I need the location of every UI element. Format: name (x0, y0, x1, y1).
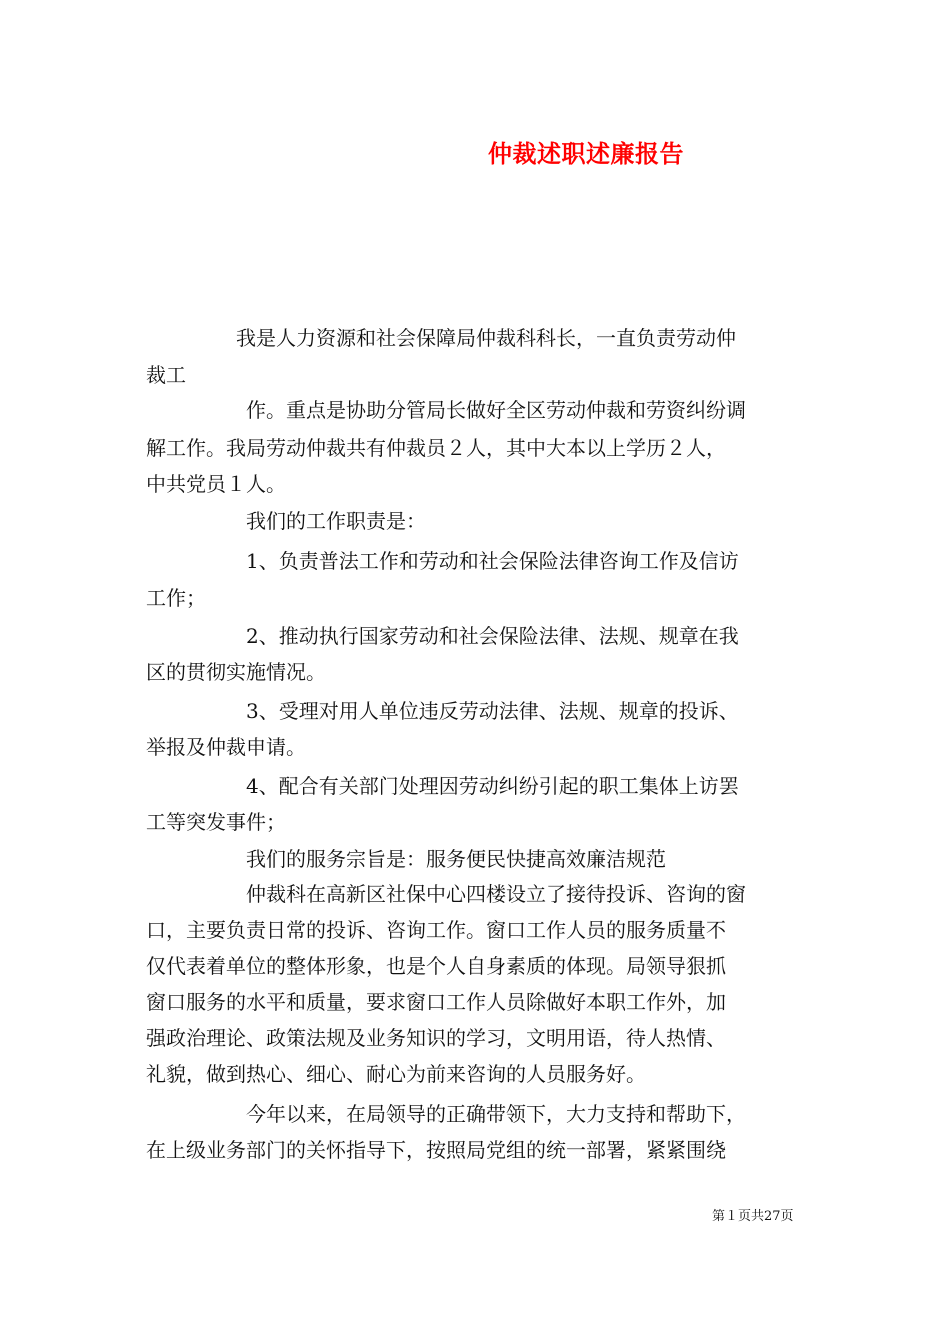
paragraph-line: 解工作。我局劳动仲裁共有仲裁员２人，其中大本以上学历２人， (146, 436, 726, 460)
paragraph-line: 礼貌，做到热心、细心、耐心为前来咨询的人员服务好。 (146, 1062, 646, 1086)
paragraph-line: 在上级业务部门的关怀指导下，按照局党组的统一部署，紧紧围绕 (146, 1138, 726, 1162)
list-item-line: 工作； (146, 586, 206, 610)
list-item-line: 区的贯彻实施情况。 (146, 660, 326, 684)
list-item-line: 举报及仲裁申请。 (146, 735, 306, 759)
document-title: 仲裁述职述廉报告 (488, 139, 684, 168)
list-item-line: 工等突发事件； (146, 810, 286, 834)
list-item-line: 3、受理对用人单位违反劳动法律、法规、规章的投诉、 (246, 699, 739, 723)
paragraph-line: 仲裁科在高新区社保中心四楼设立了接待投诉、咨询的窗 (246, 882, 746, 906)
paragraph-line: 裁工 (146, 363, 186, 387)
paragraph-line: 仅代表着单位的整体形象，也是个人自身素质的体现。局领导狠抓 (146, 954, 726, 978)
list-item-line: 4、配合有关部门处理因劳动纠纷引起的职工集体上访罢 (246, 774, 739, 798)
paragraph-line: 口，主要负责日常的投诉、咨询工作。窗口工作人员的服务质量不 (146, 918, 726, 942)
paragraph-line: 我们的服务宗旨是：服务便民快捷高效廉洁规范 (246, 847, 666, 871)
paragraph-line: 今年以来，在局领导的正确带领下，大力支持和帮助下， (246, 1102, 746, 1126)
paragraph-line: 我们的工作职责是： (246, 509, 426, 533)
paragraph-line: 强政治理论、政策法规及业务知识的学习，文明用语，待人热情、 (146, 1026, 726, 1050)
paragraph-line: 作。重点是协助分管局长做好全区劳动仲裁和劳资纠纷调 (246, 398, 746, 422)
paragraph-line: 窗口服务的水平和质量，要求窗口工作人员除做好本职工作外，加 (146, 990, 726, 1014)
list-item-line: 2、推动执行国家劳动和社会保险法律、法规、规章在我 (246, 624, 739, 648)
list-item-line: 1、负责普法工作和劳动和社会保险法律咨询工作及信访 (246, 549, 739, 573)
paragraph-line: 我是人力资源和社会保障局仲裁科科长，一直负责劳动仲 (236, 326, 736, 350)
page-number-footer: 第１页共27页 (712, 1209, 794, 1224)
paragraph-line: 中共党员１人。 (146, 472, 286, 496)
